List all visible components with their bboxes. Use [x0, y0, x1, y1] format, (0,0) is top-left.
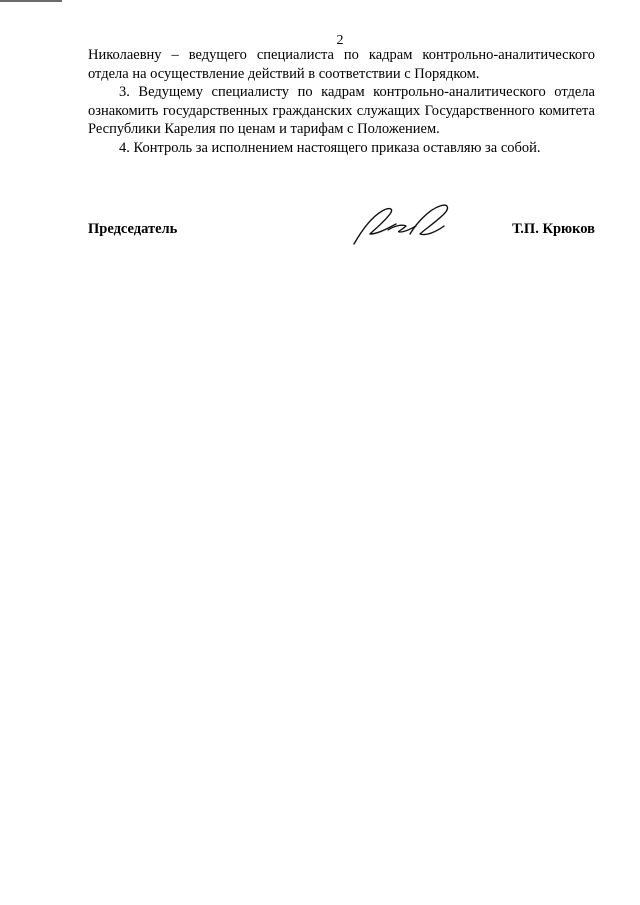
document-body — [88, 46, 595, 157]
page-number: 2 — [336, 33, 344, 48]
signature-block — [88, 200, 595, 270]
paragraph-item-3: 3. Ведущему специалисту по кадрам контрольно-аналитического отдела ознакомить государственных гражданских служащих Государственного комитета Республики Карелия по ценам и тарифам с Положением. — [88, 84, 595, 137]
signatory-name: Т.П. Крюков — [512, 221, 595, 237]
paragraph-item-4: 4. Контроль за исполнением настоящего приказа оставляю за собой. — [119, 139, 541, 156]
signatory-role: Председатель — [88, 221, 178, 237]
top-rule — [0, 0, 62, 2]
paragraph-continuation: Николаевну – ведущего специалиста по кадрам контрольно-аналитического отдела на осуществление действий в соответствии с Порядком. — [88, 47, 595, 82]
handwritten-signature-icon — [350, 200, 460, 246]
